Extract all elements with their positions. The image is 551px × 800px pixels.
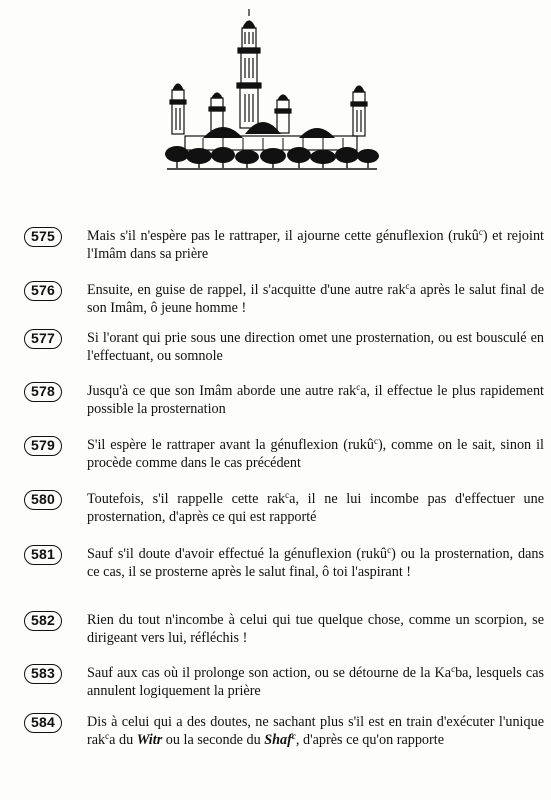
verse-text: Sauf s'il doute d'avoir effectué la génuflexion (rukû$^c$) ou la prosternation, dans ce cas, il se prosterne après le salut final, ô toi l'aspirant ! bbox=[87, 545, 544, 580]
verse-text: Ensuite, en guise de rappel, il s'acquitte d'une autre rak$^c$a après le salut final de son Imâm, ô jeune homme ! bbox=[87, 281, 545, 316]
verse-number-badge: 582 bbox=[24, 611, 62, 631]
mosque-emblem bbox=[163, 6, 381, 174]
verse-text: Rien du tout n'incombe à celui qui tue quelque chose, comme un scorpion, se dirigeant vers lui, réfléchis ! bbox=[87, 612, 544, 646]
verse-text: Toutefois, s'il rappelle cette rak$^c$a, il ne lui incombe pas d'effectuer une prosternation, d'après ce qui est rapporté bbox=[87, 490, 544, 525]
verse-text: Dis à celui qui a des doutes, ne sachant plus s'il est en train d'exécuter l'unique rak$^c$a du Witr ou la seconde du Shaf$^c$, d'après ce qu'on rapporte bbox=[87, 714, 544, 748]
verse-text: Sauf aux cas où il prolonge son action, ou se détourne de la Ka$^c$ba, lesquels cas annulent logiquement la prière bbox=[87, 664, 545, 699]
verse-number-badge: 576 bbox=[24, 281, 62, 301]
verse-text: Mais s'il n'espère pas le rattraper, il ajourne cette génuflexion (rukû$^c$) et rejoint l'Imâm dans sa prière bbox=[87, 227, 544, 262]
verse-number-badge: 583 bbox=[24, 664, 62, 684]
verse-number-badge: 579 bbox=[24, 436, 62, 456]
verse-number-badge: 580 bbox=[24, 490, 62, 510]
verse-number-badge: 578 bbox=[24, 382, 62, 402]
verse-number-badge: 584 bbox=[24, 713, 62, 733]
verse-text: Si l'orant qui prie sous une direction omet une prosternation, ou est bousculé en l'effectuant, ou somnole bbox=[87, 330, 544, 364]
verse-text: S'il espère le rattraper avant la génuflexion (rukû$^c$), comme on le sait, sinon il procède comme dans le cas précédent bbox=[87, 436, 544, 471]
verse-text: Jusqu'à ce que son Imâm aborde une autre rak$^c$a, il effectue le plus rapidement possible la prosternation bbox=[87, 382, 544, 417]
verse-number-badge: 577 bbox=[24, 329, 62, 349]
verse-number-badge: 581 bbox=[24, 545, 62, 565]
verse-number-badge: 575 bbox=[24, 227, 62, 247]
